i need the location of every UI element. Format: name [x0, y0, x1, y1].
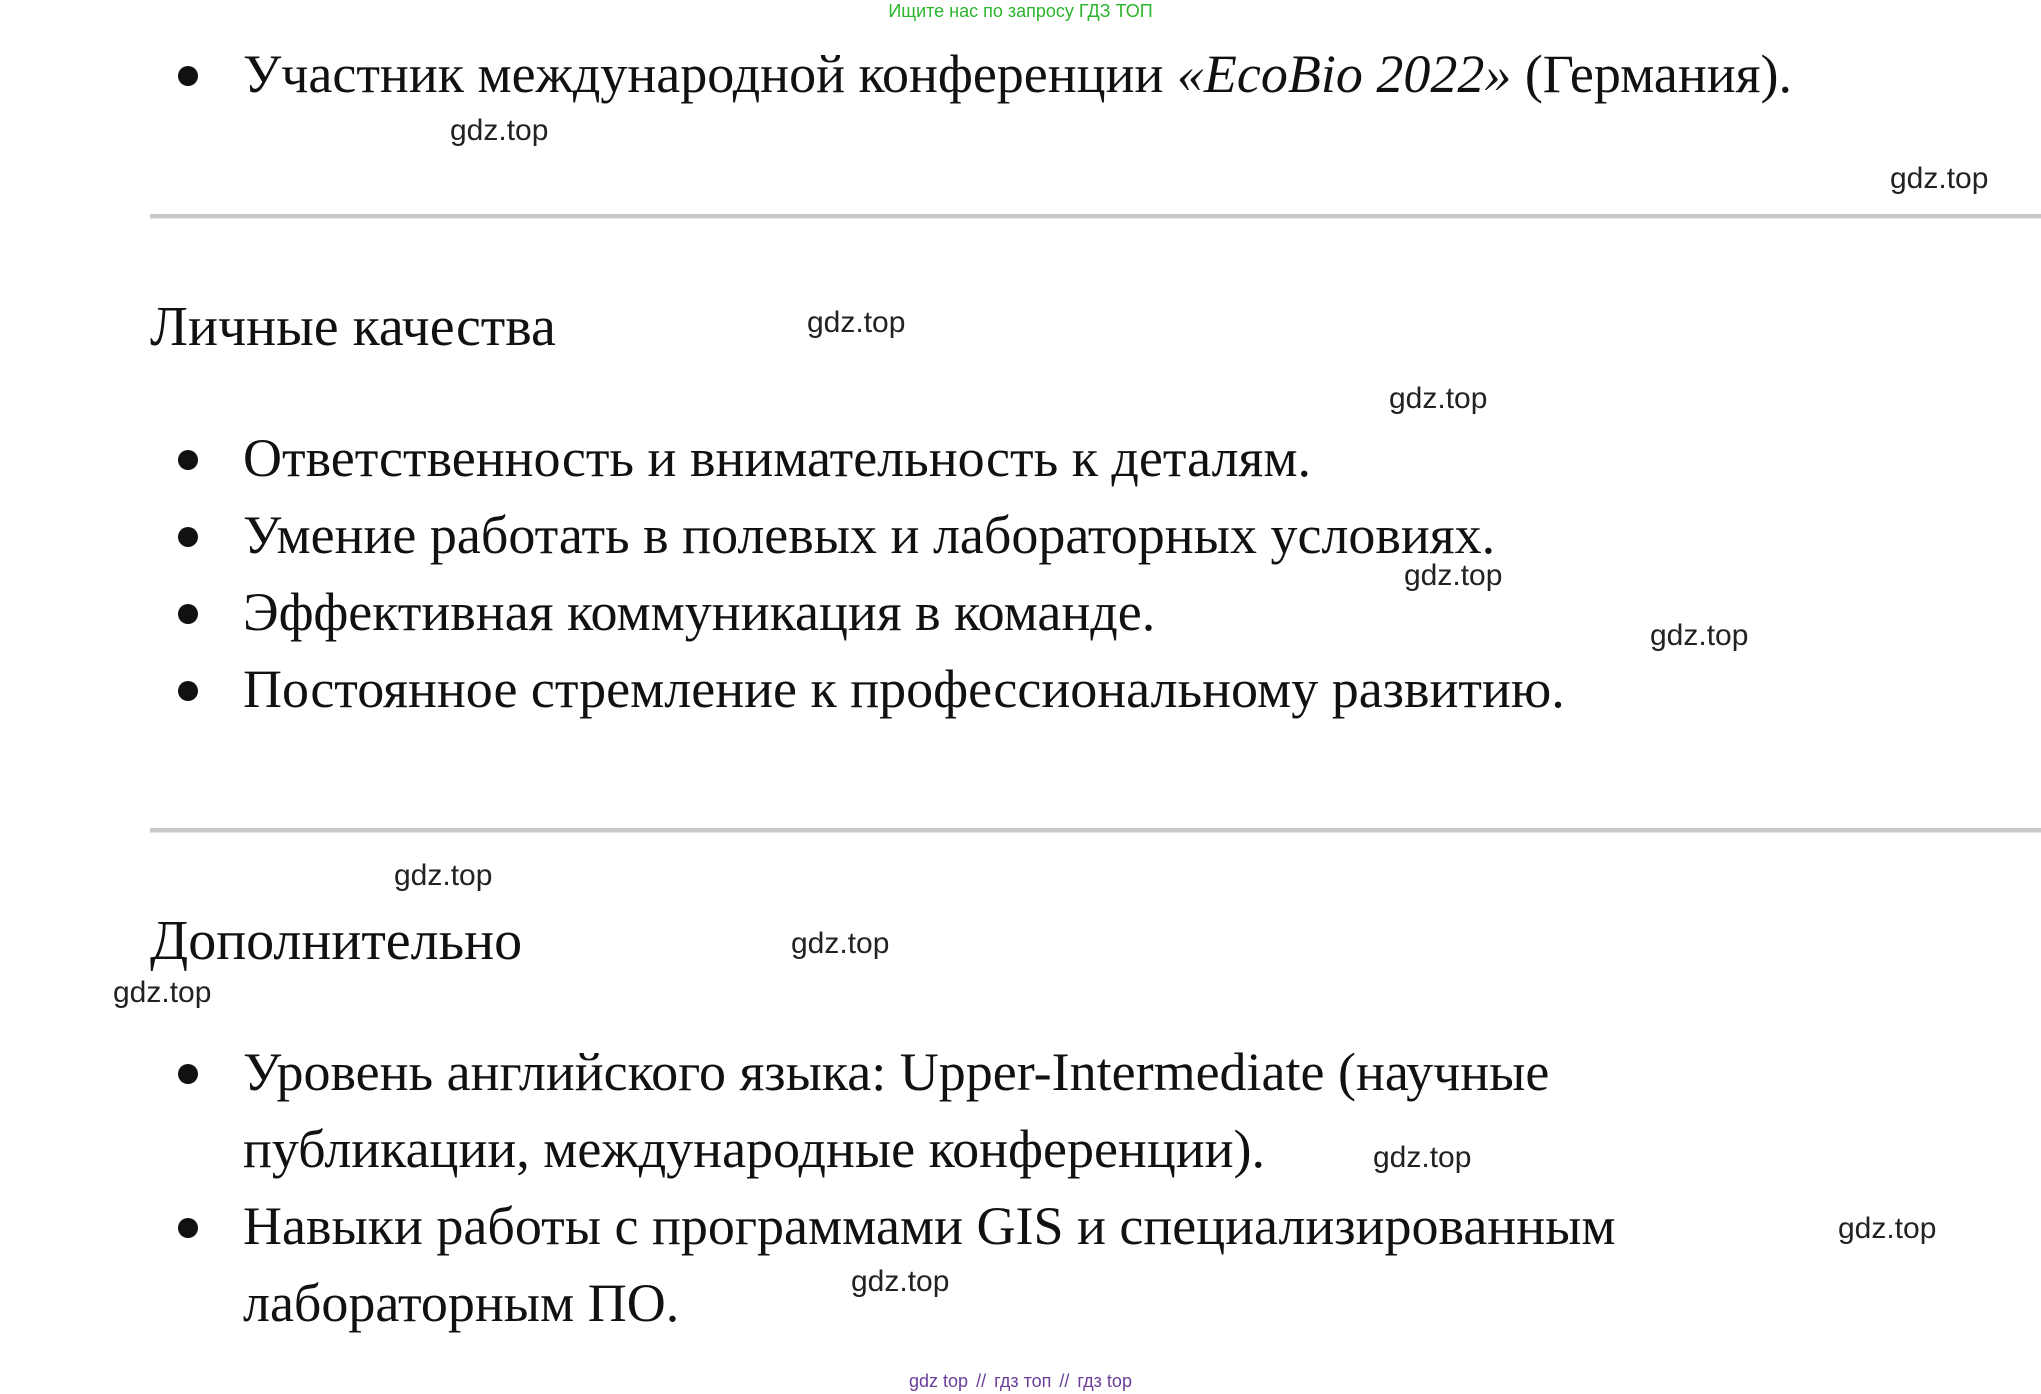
- bottom-banner-part: гдз топ: [994, 1371, 1052, 1391]
- additional-item-line: лабораторным ПО.: [243, 1273, 680, 1333]
- watermark: gdz.top: [113, 976, 212, 1009]
- watermark: gdz.top: [1650, 619, 1749, 652]
- watermark: gdz.top: [1389, 382, 1488, 415]
- conference-item-prefix: Участник международной конференции: [243, 44, 1177, 104]
- bullet-dot: [178, 1218, 198, 1238]
- bottom-banner-part: gdz top: [909, 1371, 969, 1391]
- conference-item-suffix: (Германия).: [1511, 44, 1792, 104]
- section-divider: [150, 214, 2041, 219]
- bullet-dot: [178, 450, 198, 470]
- watermark: gdz.top: [1373, 1141, 1472, 1174]
- bottom-banner-separator: //: [976, 1371, 987, 1391]
- quality-item: Ответственность и внимательность к деталям.: [243, 428, 1312, 488]
- quality-item: Эффективная коммуникация в команде.: [243, 582, 1156, 642]
- section-title-additional: Дополнительно: [150, 910, 523, 972]
- watermark: gdz.top: [807, 306, 906, 339]
- watermark: gdz.top: [851, 1265, 950, 1298]
- bullet-dot: [178, 527, 198, 547]
- bottom-banner-separator: //: [1059, 1371, 1070, 1391]
- conference-item: [243, 42, 1792, 106]
- watermark: gdz.top: [1404, 559, 1503, 592]
- section-divider: [150, 828, 2041, 833]
- top-banner: Ищите нас по запросу ГДЗ ТОП: [888, 1, 1153, 21]
- bullet-dot: [178, 66, 198, 86]
- bullet-dot: [178, 1064, 198, 1084]
- watermark: gdz.top: [1890, 162, 1989, 195]
- bullet-dot: [178, 681, 198, 701]
- quality-item: Умение работать в полевых и лабораторных условиях.: [243, 505, 1496, 565]
- section-title-personal-qualities: Личные качества: [150, 296, 556, 358]
- additional-item-line: Уровень английского языка: Upper-Intermediate (научные: [243, 1042, 1550, 1102]
- bottom-banner: [0, 1370, 2041, 1392]
- bottom-banner-part: гдз top: [1077, 1371, 1132, 1391]
- watermark: gdz.top: [394, 859, 493, 892]
- conference-name: «EcoBio 2022»: [1176, 44, 1512, 104]
- watermark: gdz.top: [450, 114, 549, 147]
- watermark: gdz.top: [791, 927, 890, 960]
- watermark: gdz.top: [1838, 1212, 1937, 1245]
- quality-item: Постоянное стремление к профессиональному развитию.: [243, 659, 1565, 719]
- bullet-dot: [178, 604, 198, 624]
- additional-item-line: Навыки работы с программами GIS и специализированным: [243, 1196, 1616, 1256]
- additional-item-line: публикации, международные конференции).: [243, 1119, 1265, 1179]
